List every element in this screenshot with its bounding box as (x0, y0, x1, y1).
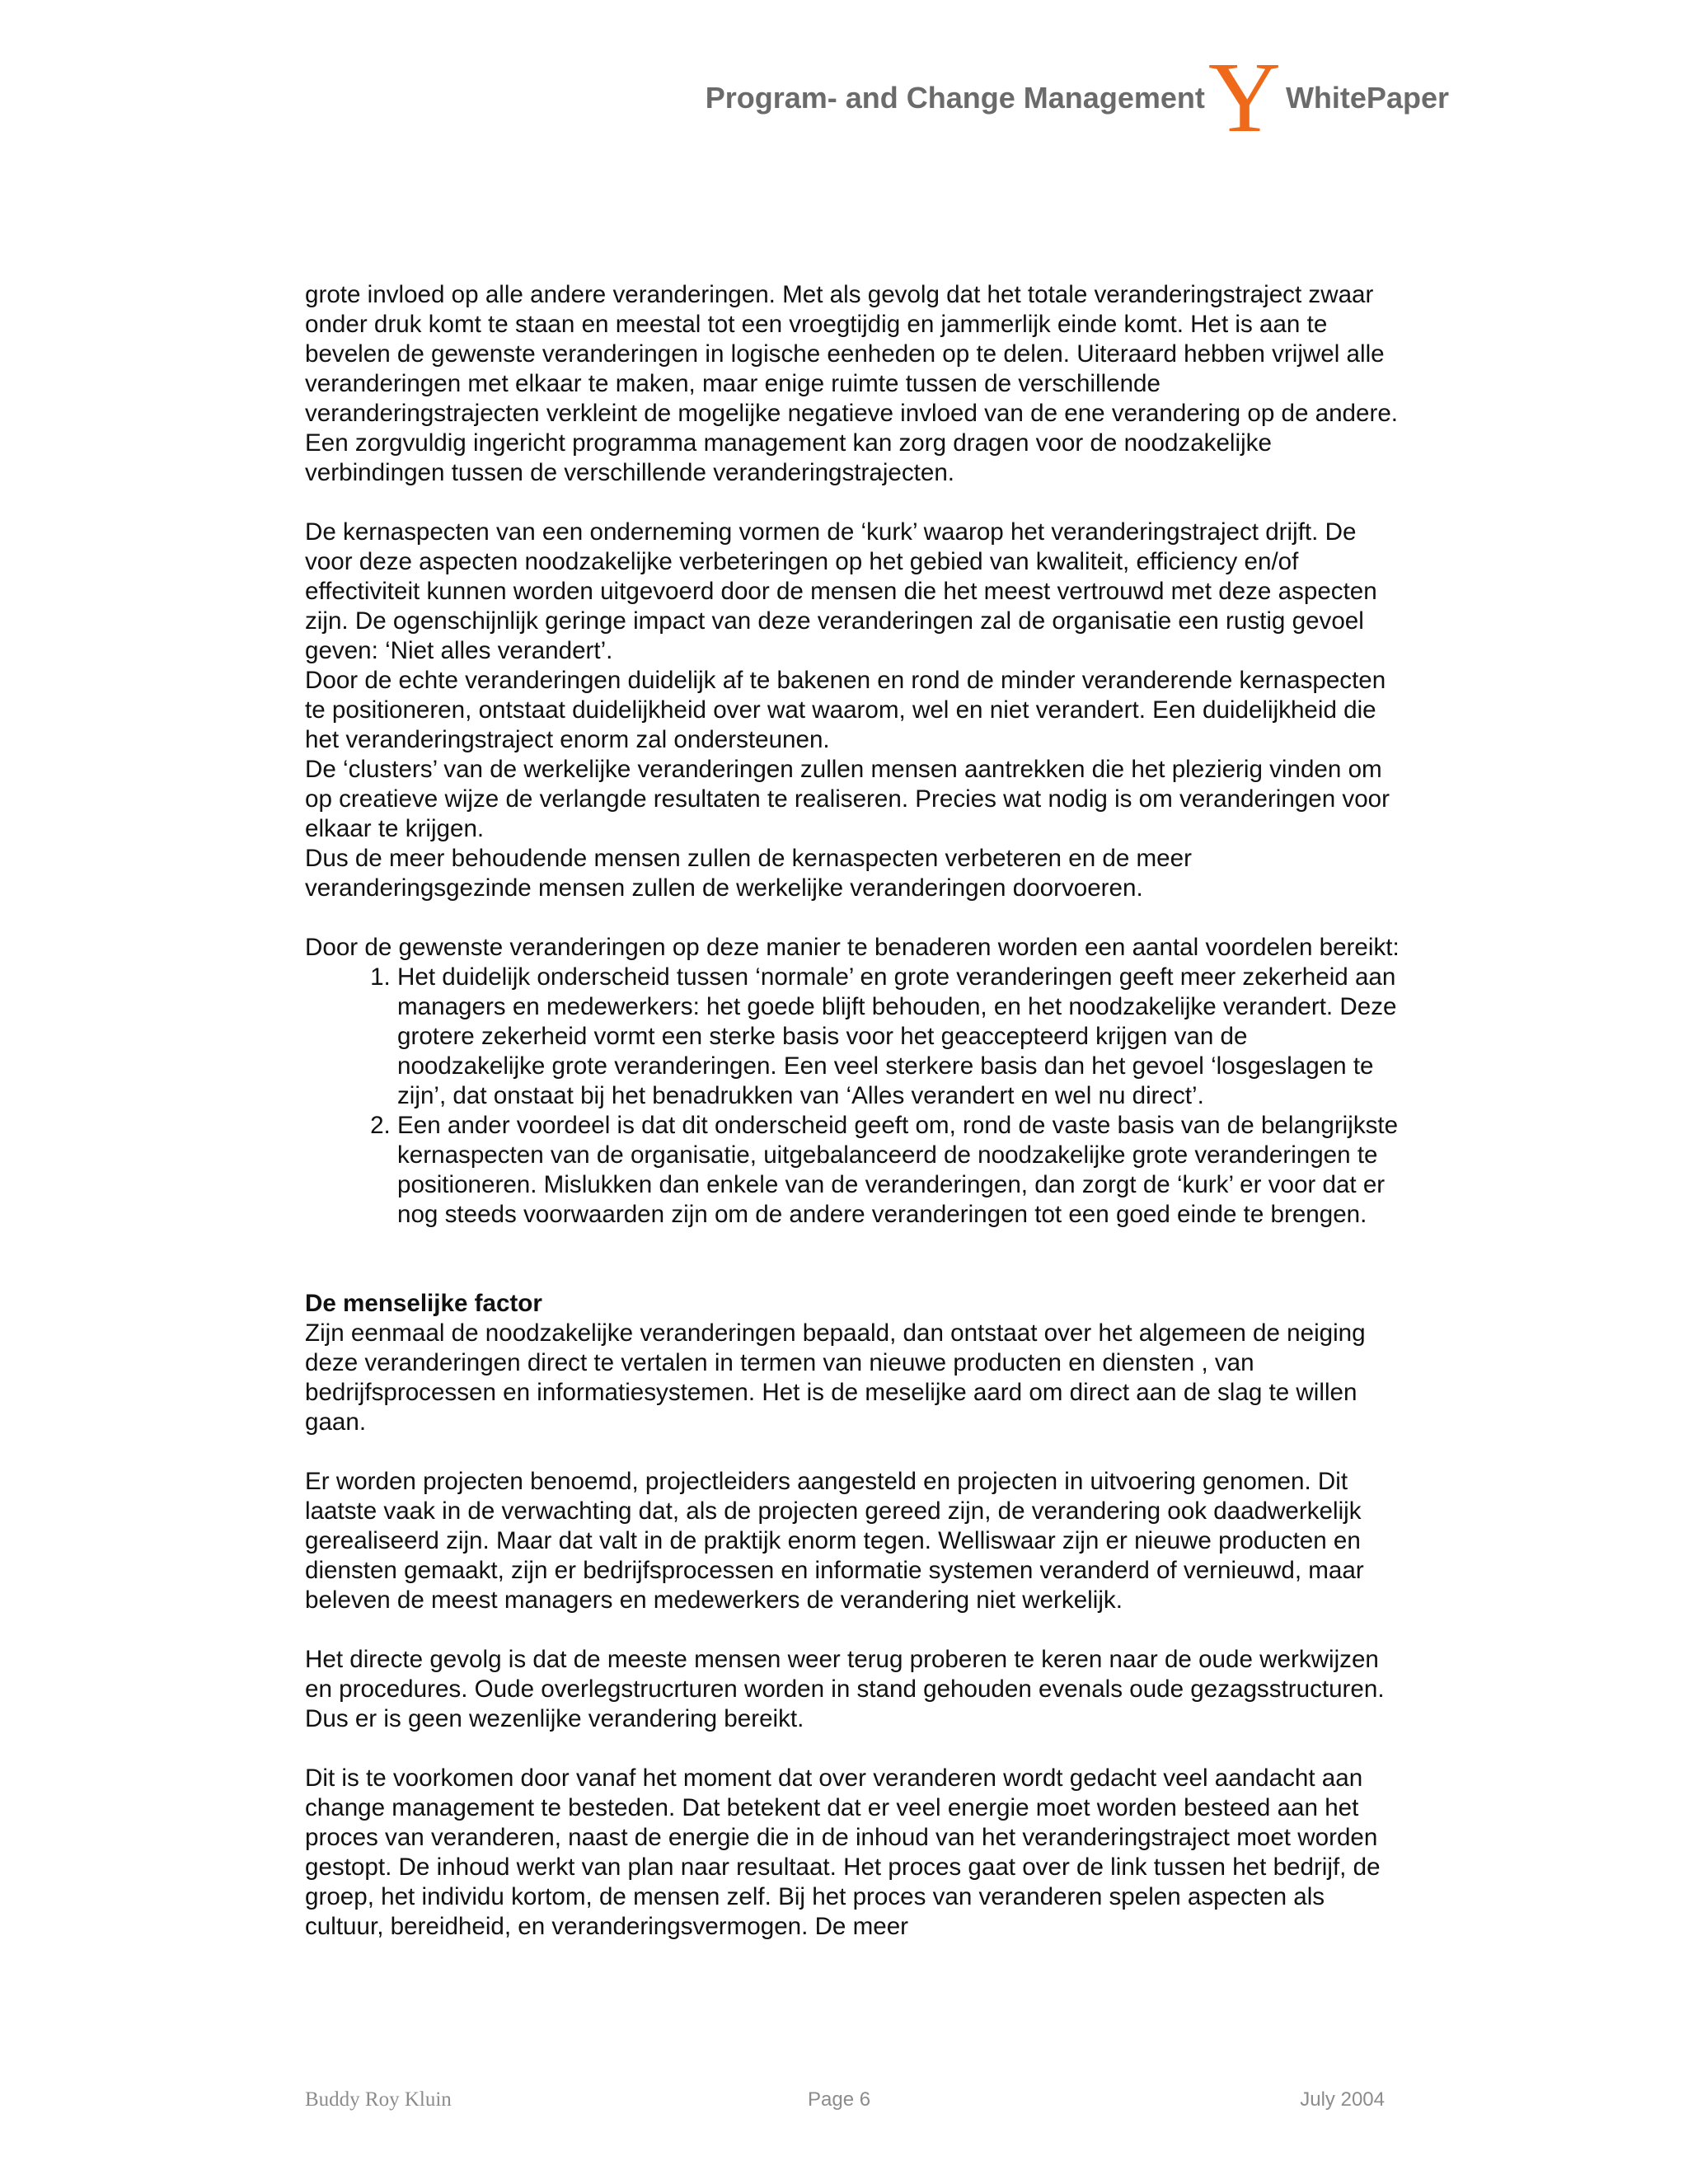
paragraph: grote invloed op alle andere veranderingen. Met als gevolg dat het totale veranderingstraject zwaar onder druk komt te staan en meestal tot een vroegtijdig en jammerlijk einde komt. Het is aan te bevelen de gewenste veranderingen in logische eenheden op te delen. Uiteraard hebben vrijwel alle veranderingen met elkaar te maken, maar enige ruimte tussen de verschillende veranderingstrajecten verkleint de mogelijke negatieve invloed van de ene verandering op de andere. Een zorgvuldig ingericht programma management kan zorg dragen voor de noodzakelijke verbindingen tussen de verschillende veranderingstrajecten. (305, 281, 1399, 486)
list-item: 2. Een ander voordeel is dat dit onderscheid geeft om, rond de vaste basis van de belangrijkste kernaspecten van de organisatie, uitgebalanceerd de noodzakelijke grote veranderingen te positioneren. Mislukken dan enkele van de veranderingen, dan zorgt de ‘kurk’ er voor dat er nog steeds voorwaarden zijn om de andere veranderingen tot een goed einde te brengen. (397, 1111, 1401, 1230)
paragraph: Dus de meer behoudende mensen zullen de kernaspecten verbeteren en de meer veranderingsgezinde mensen zullen de werkelijke veranderingen doorvoeren. (305, 845, 1192, 902)
paragraph: Er worden projecten benoemd, projectleiders aangesteld en projecten in uitvoering genomen. Dit laatste vaak in de verwachting dat, als de projecten gereed zijn, de verandering ook daadwerkelijk gerealiseerd zijn. Maar dat valt in de praktijk enorm tegen. Welliswaar zijn er nieuwe producten en diensten gemaakt, zijn er bedrijfsprocessen en informatie systemen veranderd of vernieuwd, maar beleven de meest managers en medewerkers de verandering niet werkelijk. (305, 1468, 1364, 1614)
paragraph: Zijn eenmaal de noodzakelijke veranderingen bepaald, dan ontstaat over het algemeen de neiging deze veranderingen direct te vertalen in termen van nieuwe producten en diensten , van bedrijfsprocessen en informatiesystemen. Het is de meselijke aard om direct aan de slag te willen gaan. (305, 1319, 1366, 1436)
numbered-list (305, 963, 1401, 1230)
paragraph: Dit is te voorkomen door vanaf het moment dat over veranderen wordt gedacht veel aandacht aan change management te besteden. Dat betekent dat er veel energie moet worden besteed aan het proces van veranderen, naast de energie die in de inhoud van het veranderingstraject moet worden gestopt. De inhoud werkt van plan naar resultaat. Het proces gaat over de link tussen het bedrijf, de groep, het individu kortom, de mensen zelf. Bij het proces van veranderen spelen aspecten als cultuur, bereidheid, en veranderingsvermogen. De meer (305, 1765, 1381, 1940)
document-body (305, 280, 1401, 1942)
paragraph: Door de echte veranderingen duidelijk af te bakenen en rond de minder veranderende kernaspecten te positioneren, ontstaat duidelijkheid over wat waarom, wel en niet verandert. Een duidelijkheid die het veranderingstraject enorm zal ondersteunen. (305, 667, 1386, 753)
section-heading: De menselijke factor (305, 1290, 542, 1317)
footer-page-number: Page 6 (808, 2088, 871, 2111)
paragraph: De ‘clusters’ van de werkelijke veranderingen zullen mensen aantrekken die het plezierig vinden om op creatieve wijze de verlangde resultaten te realiseren. Precies wat nodig is om veranderingen voor elkaar te krijgen. (305, 756, 1390, 842)
header-title: Program- and Change Management (705, 81, 1205, 115)
paragraph: Door de gewenste veranderingen op deze manier te benaderen worden een aantal voordelen bereikt: (305, 934, 1400, 961)
logo-y-icon: Y (1207, 42, 1281, 153)
paragraph: Het directe gevolg is dat de meeste mensen weer terug proberen te keren naar de oude werkwijzen en procedures. Oude overlegstrucrturen worden in stand gehouden evenals oude gezagsstructuren. Dus er is geen wezenlijke verandering bereikt. (305, 1646, 1385, 1732)
header-doctype: WhitePaper (1285, 81, 1449, 115)
page-header (705, 33, 1449, 153)
footer-date: July 2004 (1300, 2088, 1385, 2111)
list-item: 1. Het duidelijk onderscheid tussen ‘normale’ en grote veranderingen geeft meer zekerheid aan managers en medewerkers: het goede blijft behouden, en het noodzakelijke verandert. Deze grotere zekerheid vormt een sterke basis voor het geaccepteerd krijgen van de noodzakelijke grote veranderingen. Een veel sterkere basis dan het gevoel ‘losgeslagen te zijn’, dat onstaat bij het benadrukken van ‘Alles verandert en wel nu direct’. (397, 963, 1401, 1111)
page-footer (305, 2088, 1385, 2118)
footer-author: Buddy Roy Kluin (305, 2088, 452, 2111)
paragraph: De kernaspecten van een onderneming vormen de ‘kurk’ waarop het veranderingstraject drijft. De voor deze aspecten noodzakelijke verbeteringen op het gebied van kwaliteit, efficiency en/of effectiviteit kunnen worden uitgevoerd door de mensen die het meest vertrouwd met deze aspecten zijn. De ogenschijnlijk geringe impact van deze veranderingen zal de organisatie een rustig gevoel geven: ‘Niet alles verandert’. (305, 518, 1377, 664)
